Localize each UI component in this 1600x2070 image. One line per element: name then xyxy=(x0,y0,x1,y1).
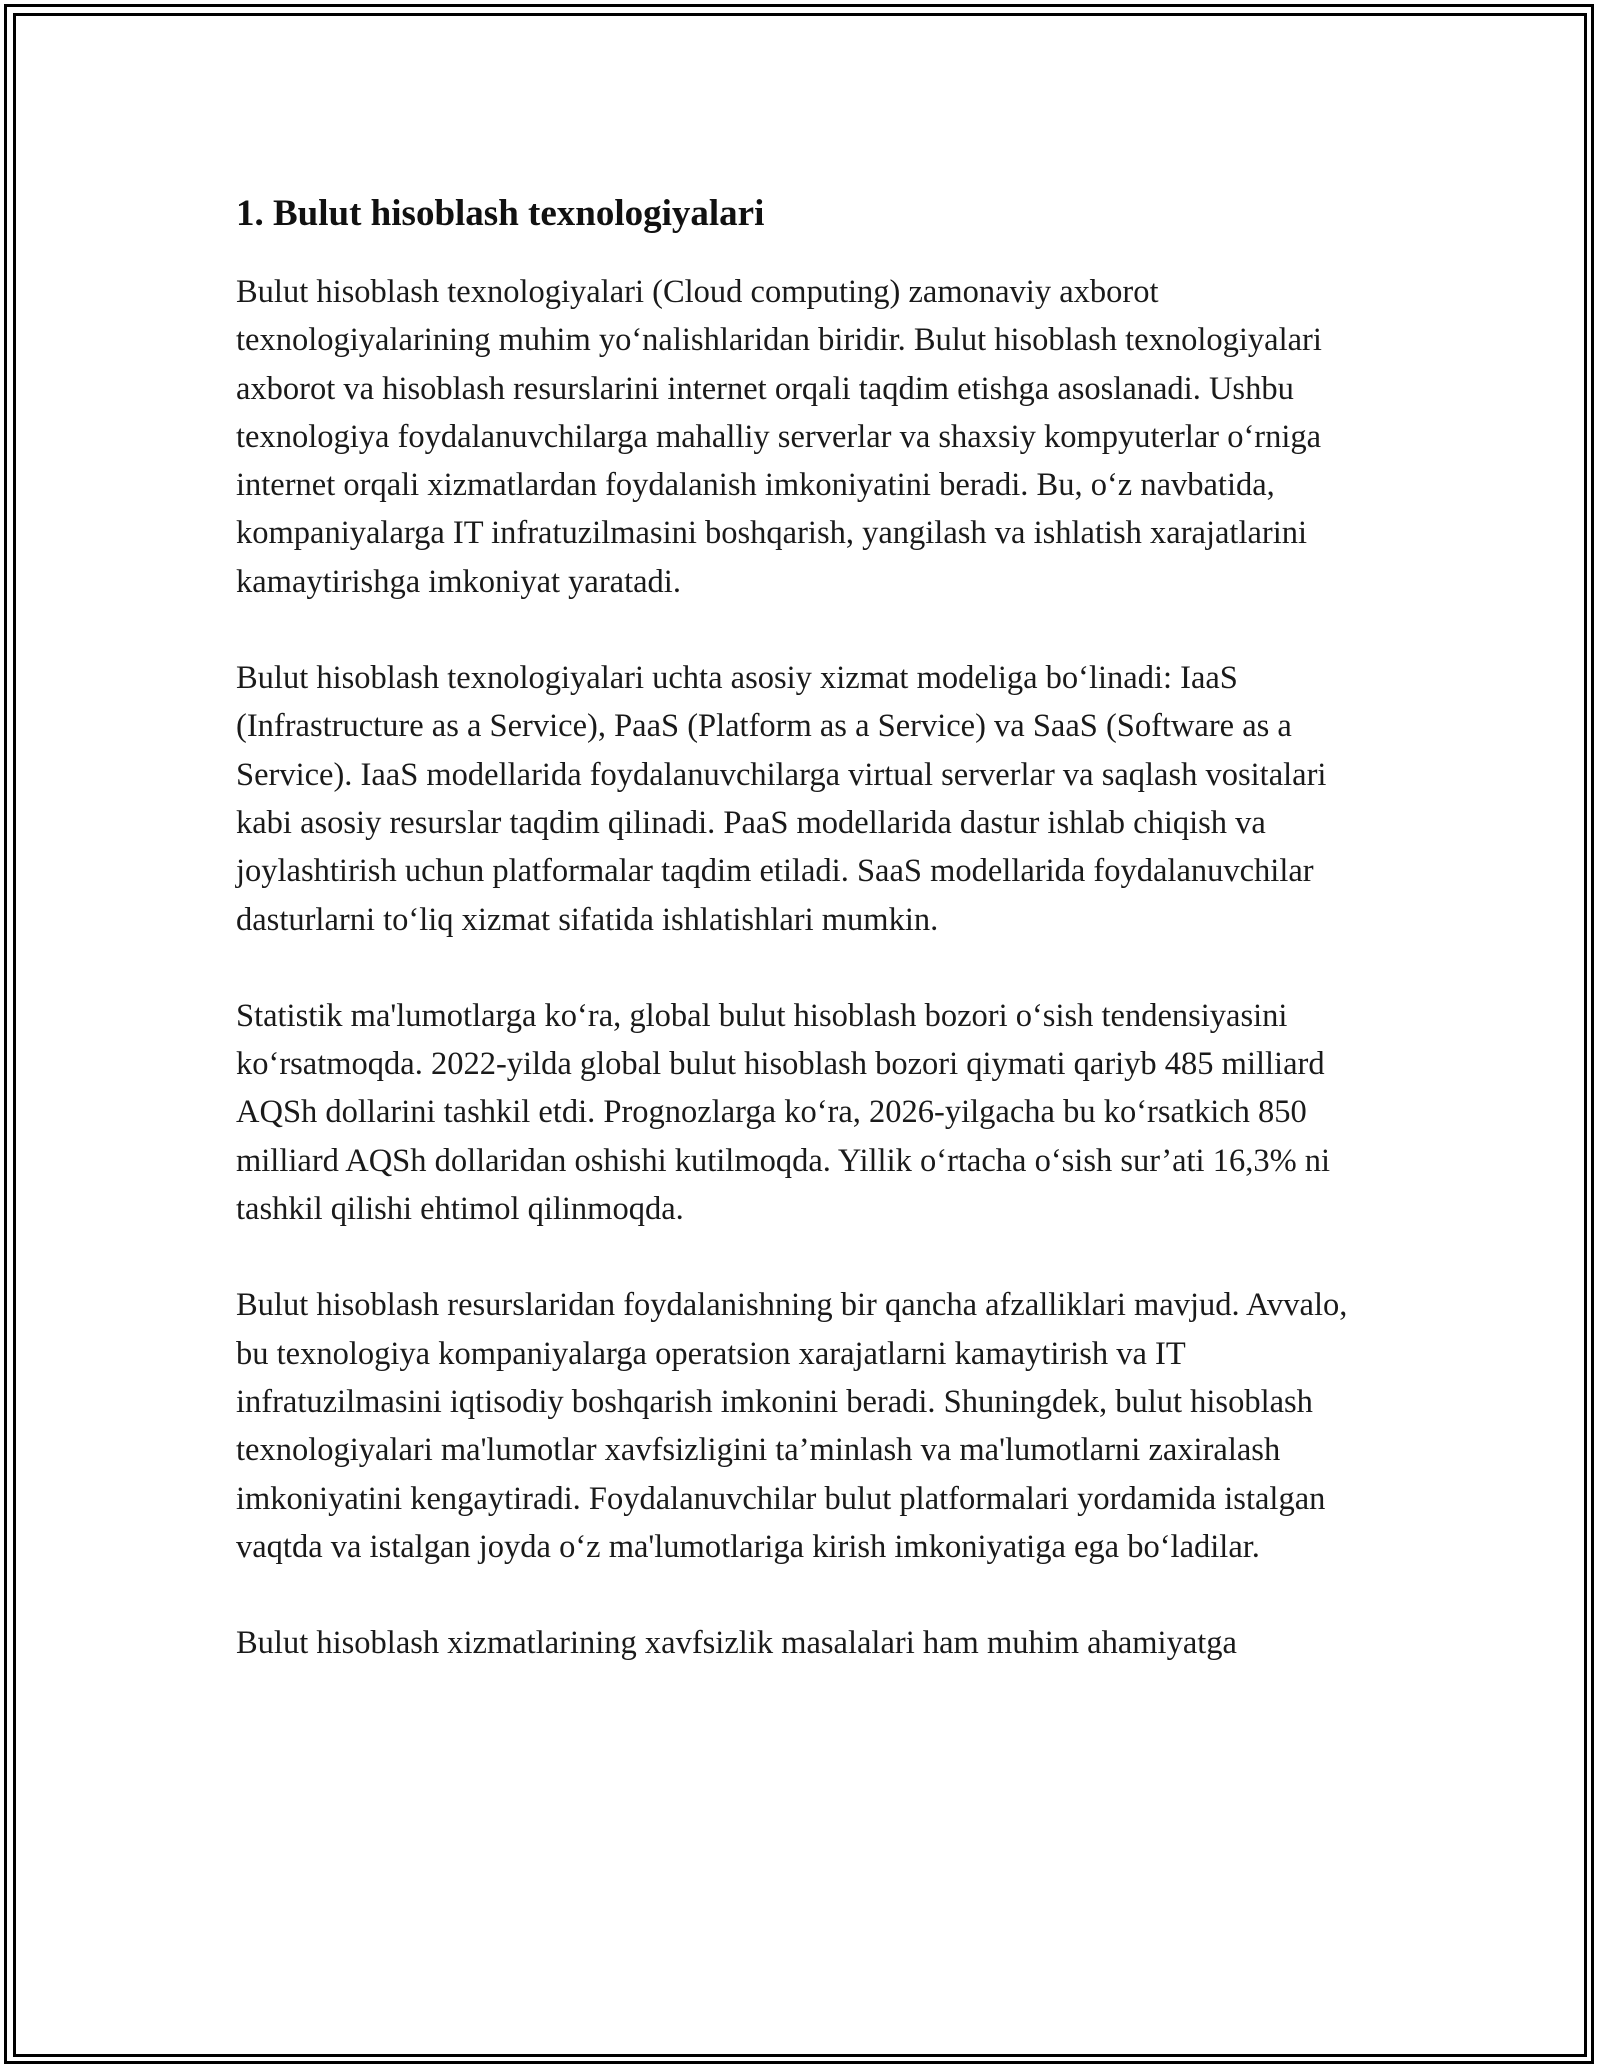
paragraph-security: Bulut hisoblash xizmatlarining xavfsizlik masalalari ham muhim ahamiyatga xyxy=(236,1625,1237,1662)
paragraph-advantages: Bulut hisoblash resurslaridan foydalanishning bir qancha afzalliklari mavjud. Avvalo, bu texnologiya kompaniyalarga operatsion xarajatlarni kamaytirish va IT infratuzilmasini iqtisodiy boshqarish imkonini beradi. Shuningdek, bulut hisoblash texnologiyalari ma'lumotlar xavfsizligini ta’minlash va ma'lumotlarni zaxiralash imkoniyatini kengaytiradi. Foydalanuvchilar bulut platformalari yordamida istalgan vaqtda va istalgan joyda oʻz ma'lumotlariga kirish imkoniyatiga ega boʻladilar. xyxy=(236,1287,1348,1565)
section-heading: 1. Bulut hisoblash texnologiyalari xyxy=(236,193,765,234)
document-body xyxy=(236,188,1386,1667)
paragraph-intro: Bulut hisoblash texnologiyalari (Cloud computing) zamonaviy axborot texnologiyalarining muhim yoʻnalishlaridan biridir. Bulut hisoblash texnologiyalari axborot va hisoblash resurslarini internet orqali taqdim etishga asoslanadi. Ushbu texnologiya foydalanuvchilarga mahalliy serverlar va shaxsiy kompyuterlar oʻrniga internet orqali xizmatlardan foydalanish imkoniyatini beradi. Bu, oʻz navbatida, kompaniyalarga IT infratuzilmasini boshqarish, yangilash va ishlatish xarajatlarini kamaytirishga imkoniyat yaratadi. xyxy=(236,274,1322,600)
paragraph-service-models: Bulut hisoblash texnologiyalari uchta asosiy xizmat modeliga boʻlinadi: IaaS (Infrastructure as a Service), PaaS (Platform as a Service) va SaaS (Software as a Service). IaaS modellarida foydalanuvchilarga virtual serverlar va saqlash vositalari kabi asosiy resurslar taqdim qilinadi. PaaS modellarida dastur ishlab chiqish va joylashtirish uchun platformalar taqdim etiladi. SaaS modellarida foydalanuvchilar dasturlarni toʻliq xizmat sifatida ishlatishlari mumkin. xyxy=(236,660,1327,938)
paragraph-market-statistics: Statistik ma'lumotlarga koʻra, global bulut hisoblash bozori oʻsish tendensiyasini koʻrsatmoqda. 2022-yilda global bulut hisoblash bozori qiymati qariyb 485 milliard AQSh dollarini tashkil etdi. Prognozlarga koʻra, 2026-yilgacha bu koʻrsatkich 850 milliard AQSh dollaridan oshishi kutilmoqda. Yillik oʻrtacha oʻsish sur’ati 16,3% ni tashkil qilishi ehtimol qilinmoqda. xyxy=(236,997,1331,1228)
